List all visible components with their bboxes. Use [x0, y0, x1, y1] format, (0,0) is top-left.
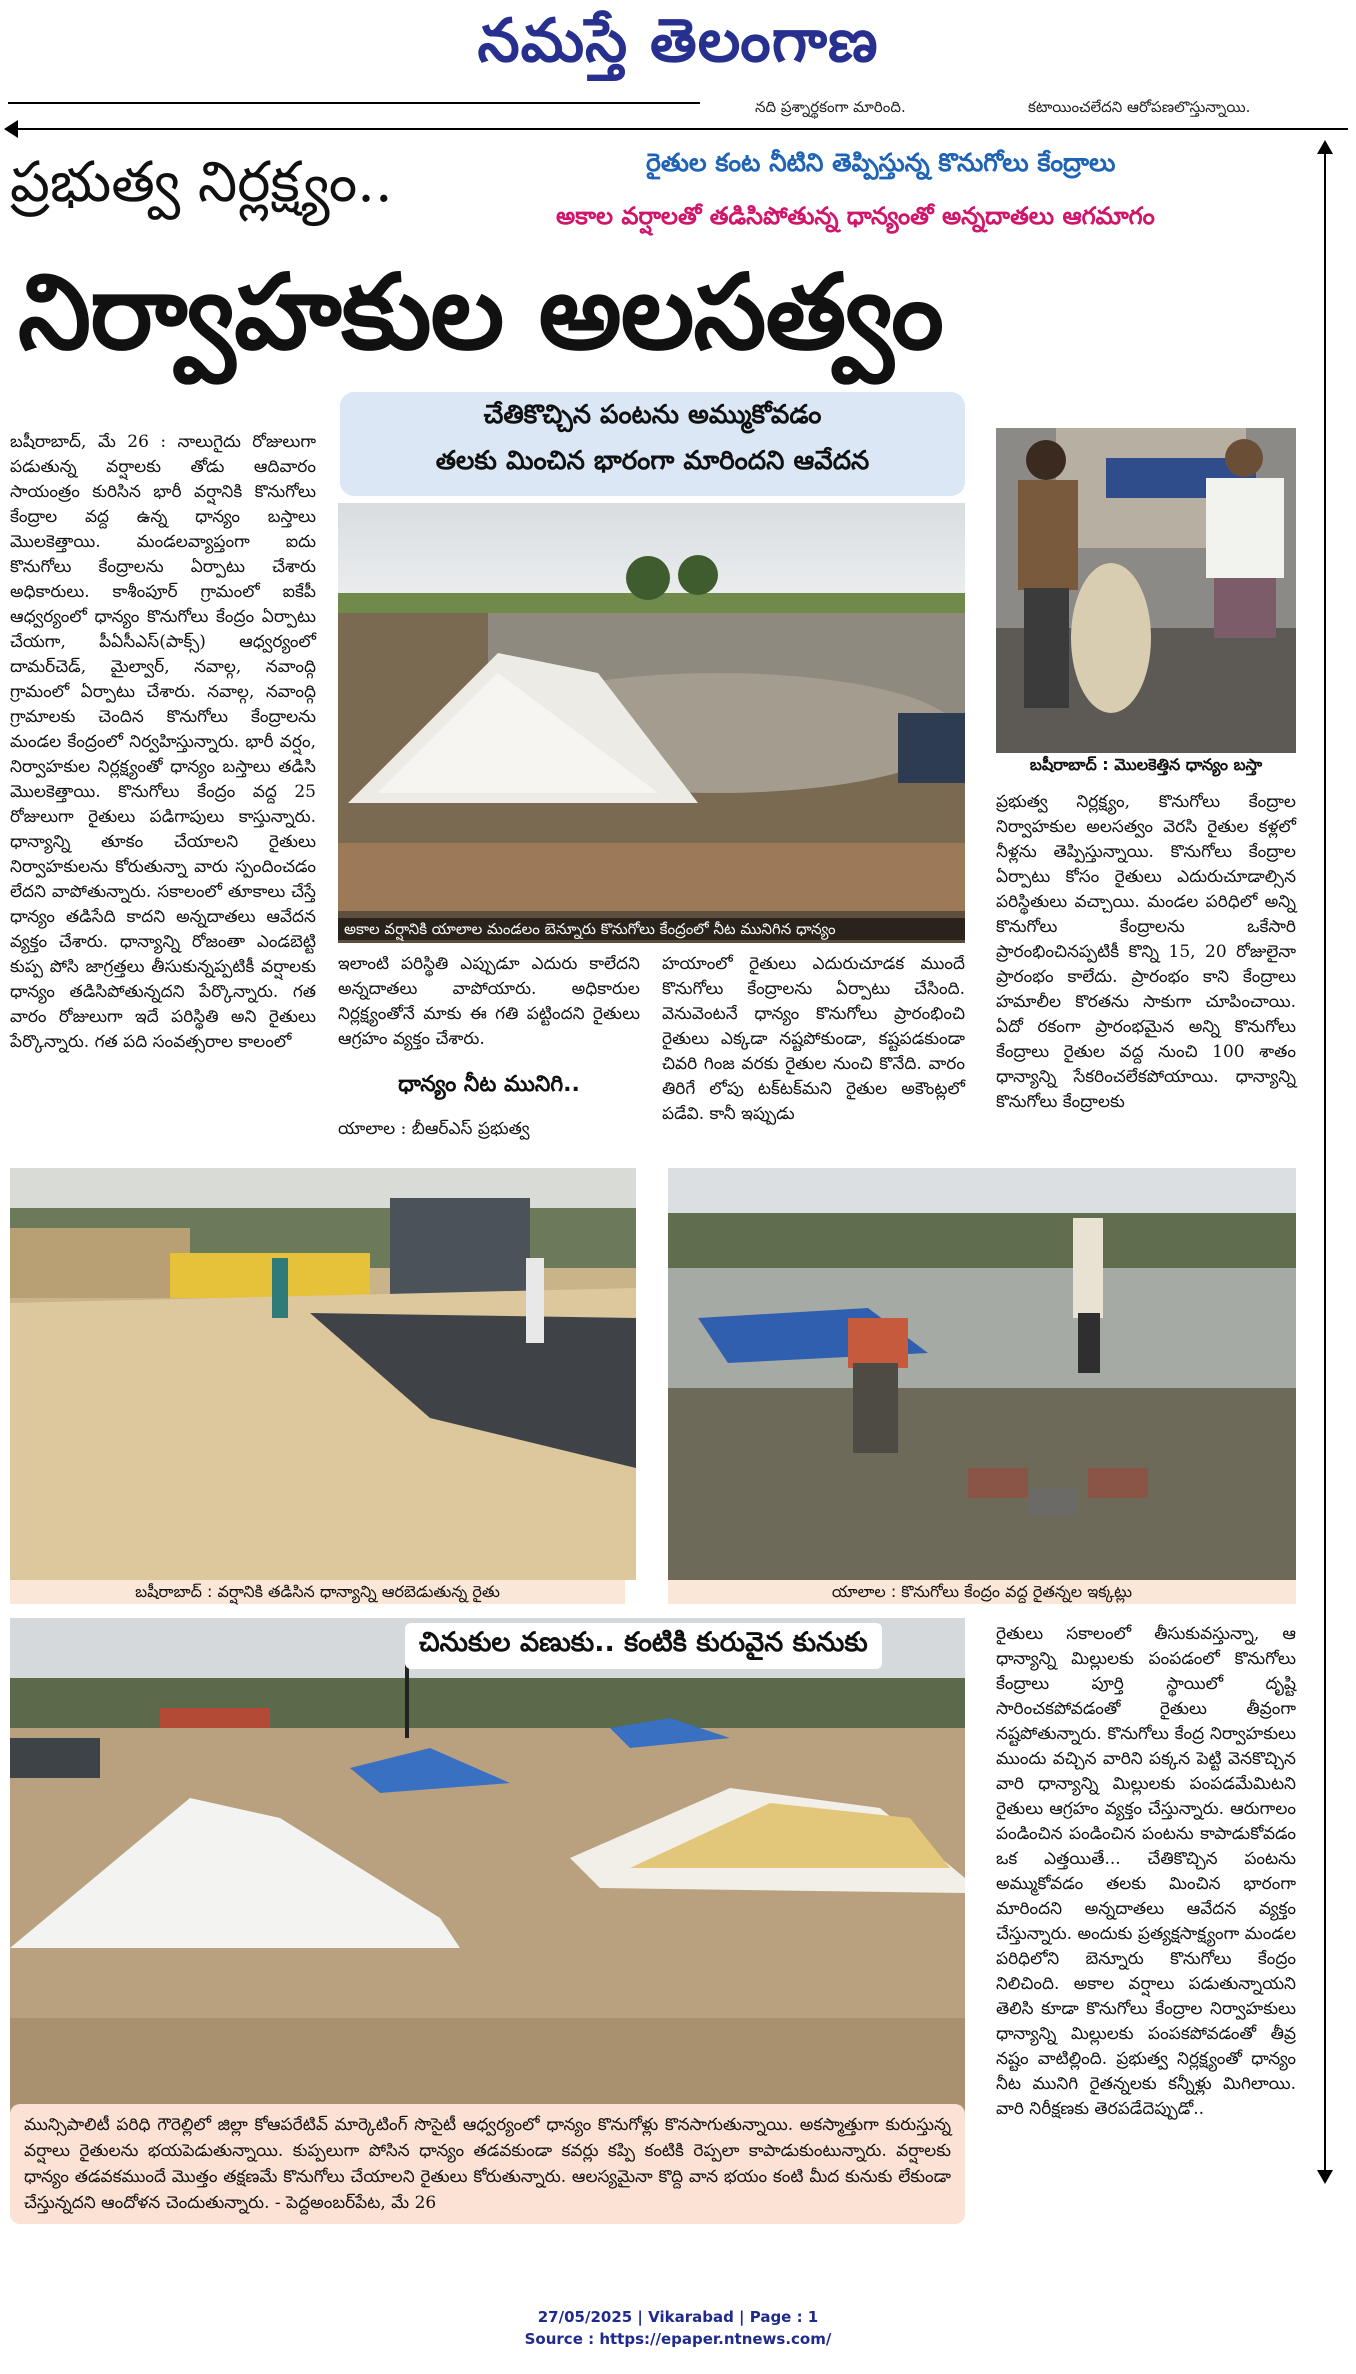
right-margin-arrow-down-icon: [1317, 2170, 1333, 2184]
photo-drying-grain-image: [10, 1168, 636, 1580]
photo-flooded-grain: [338, 503, 965, 943]
bottom-caption-box: [10, 2104, 965, 2224]
topline-left-text: నది ప్రశ్నార్థకంగా మారింది.: [755, 98, 906, 116]
footer-source-line: Source : https://epaper.ntnews.com/: [524, 2330, 832, 2348]
article-col-1: [10, 430, 316, 1142]
deck-box: [340, 392, 965, 496]
photo-flooded-grain-image: [338, 503, 965, 943]
photo-sprouted-bag: [996, 428, 1296, 753]
article-col-4: [996, 790, 1296, 1142]
col-3-text: హయాంలో రైతులు ఎదురుచూడక ముందే కొనుగోలు కేంద్రాలను ఏర్పాటు చేసింది. వెనువెంటనే ధాన్యం కొనుగోలు ప్రారంభించి రైతులు ఎక్కడా నష్టపోకుండా, కష్టపడకుండా చివరి గింజ వరకు రైతుల నుంచి కొనేది. వారం తిరిగే లోపు టక్‌టక్‌మని రైతుల అకౌంట్లలో పడేవి. కానీ ఇప్పుడు: [662, 954, 965, 1124]
topline-right-text: కటాయించలేదని ఆరోపణలొస్తున్నాయి.: [1028, 98, 1251, 116]
bottom-photo-headline: చినుకుల వణుకు.. కంటికి కురువైన కునుకు: [405, 1623, 882, 1669]
article-col-3: [662, 952, 965, 1144]
bottom-caption-text: మున్సిపాలిటీ పరిధి గౌరెల్లిలో జిల్లా కోఆపరేటివ్ మార్కెటింగ్ సొసైటీ ఆధ్వర్యంలో ధాన్యం కొనుగోళ్లు కొనసాగుతున్నాయి. అకస్మాత్తుగా కురుస్తున్న వర్షాలు రైతులను భయపెడుతున్నాయి. కుప్పలుగా పోసిన ధాన్యం తడవకుండా కవర్లు కప్పి కంటికి రెప్పలా కాపాడుకుంటున్నారు. వర్షాలకు ధాన్యం తడవకముందే మొత్తం తక్షణమే కొనుగోలు చేయాలని రైతులు కోరుతున్నారు. ఆలస్యమైనా కొద్ది వాన భయం కంటి మీద కునుకు లేకుండా చేస్తున్నదని ఆందోళన చెందుతున్నారు. - పెద్దఅంబర్‌పేట, మే 26: [24, 2115, 951, 2213]
kicker-headline: ప్రభుత్వ నిర్లక్ష్యం..: [10, 150, 393, 215]
photo-flooded-center-caption: యాలాల : కొనుగోలు కేంద్రం వద్ద రైతన్నల ఇక్కట్లు: [668, 1580, 1296, 1604]
top-rule-left: [8, 102, 700, 104]
col-5-text: రైతులు సకాలంలో తీసుకువస్తున్నా, ఆ ధాన్యాన్ని మిల్లులకు పంపడంలో కొనుగోలు కేంద్రాలు పూర్తి స్థాయిలో దృష్టి సారించకపోవడంతో రైతులు తీవ్రంగా నష్టపోతున్నారు. కొనుగోలు కేంద్ర నిర్వాహకులు ముందు వచ్చిన వారిని పక్కన పెట్టి వెనకొచ్చిన వారి ధాన్యాన్ని మిల్లులకు పంపడమేమిటని రైతులు ఆగ్రహం వ్యక్తం చేస్తున్నారు. ఆరుగాలం పండించిన పండించిన పంటను కాపాడుకోవడం ఒక ఎత్తయితే... చేతికొచ్చిన పంటను అమ్ముకోవడం తలకు మించిన భారంగా మారిందని అన్నదాతలు ఆవేదన వ్యక్తం చేస్తున్నారు. అందుకు ప్రత్యక్షసాక్ష్యంగా మండల పరిధిలోని బెన్నూరు కొనుగోలు కేంద్రం నిలిచింది. అకాల వర్షాలు పడుతున్నాయని తెలిసి కూడా కొనుగోలు కేంద్రాల నిర్వాహకులు ధాన్యాన్ని మిల్లులకు పంపకపోవడంతో తీవ్ర నష్టం వాటిల్లింది. ప్రభుత్వ నిర్లక్ష్యంతో ధాన్యం నీట మునిగి రైతన్నలకు కన్నీళ్లు మిగిలాయి. వారి నిరీక్షణకు తెరపడేదెప్పుడో..: [996, 1624, 1296, 2119]
col-4-text: ప్రభుత్వ నిర్లక్ష్యం, కొనుగోలు కేంద్రాల నిర్వాహకుల అలసత్వం వెరసి రైతుల కళ్లలో నీళ్లను తెప్పిస్తున్నాయి. కొనుగోలు కేంద్రాల ఏర్పాటు కోసం రైతులు ఎదురుచూడాల్సిన పరిస్థితులు వచ్చాయి. మండల పరిధిలో అన్ని కొనుగోలు కేంద్రాలను ఒకేసారి ప్రారంభించినప్పటికీ కొన్ని 15, 20 రోజులైనా ప్రారంభం కాలేదు. ప్రారంభం కాని కేంద్రాలు హమాలీల కొరతను సాకుగా చూపించాయి. ఏదో రకంగా ప్రారంభమైన అన్ని కొనుగోలు కేంద్రాలు రైతుల వద్ద నుంచి 100 శాతం ధాన్యాన్ని సేకరించలేకపోయాయి. ధాన్యాన్ని కొనుగోలు కేంద్రాలకు: [996, 792, 1296, 1112]
deck-line-1: చేతికొచ్చిన పంటను అమ్ముకోవడం: [483, 400, 822, 430]
photo-drying-grain: [10, 1168, 636, 1580]
masthead-logo: నమస్తే తెలంగాణ: [477, 6, 879, 76]
col-2-tail-text: యాలాల : బీఆర్‌ఎస్ ప్రభుత్వ: [338, 1119, 530, 1139]
main-headline: నిర్వాహకుల అలసత్వం: [18, 250, 943, 373]
top-rule-arrow-icon: [4, 120, 18, 138]
article-col-5: [996, 1622, 1296, 2202]
deck-line-2: తలకు మించిన భారంగా మారిందని ఆవేదన: [435, 446, 870, 476]
photo-flooded-grain-caption: అకాల వర్షానికి యాలాల మండలం బెన్నూరు కొనుగోలు కేంద్రంలో నీట మునిగిన ధాన్యం: [338, 918, 965, 940]
photo-flooded-center: [668, 1168, 1296, 1580]
article-col-2-tail: [338, 1117, 640, 1145]
article-col-2: [338, 952, 640, 1049]
photo-sprouted-bag-image: [996, 428, 1296, 753]
photo-sprouted-bag-caption: బషీరాబాద్ : మొలకెత్తిన ధాన్యం బస్తా: [1029, 755, 1263, 774]
footer-date-line: 27/05/2025 | Vikarabad | Page : 1: [537, 2308, 819, 2326]
col-1-text: బషీరాబాద్, మే 26 : నాలుగైదు రోజులుగా పడుతున్న వర్షాలకు తోడు ఆదివారం సాయంత్రం కురిసిన భారీ వర్షానికి కొనుగోలు కేంద్రాల వద్ద ఉన్న ధాన్యం బస్తాలు మొలకెత్తాయి. మండలవ్యాప్తంగా ఐదు కొనుగోలు కేంద్రాలను ఏర్పాటు చేశారు అధికారులు. కాశీంపూర్ గ్రామంలో ఐకేపీ ఆధ్వర్యంలో ధాన్యం కొనుగోలు కేంద్రం ఏర్పాటు చేయగా, పీఏసీఎస్(పాక్స్) ఆధ్వర్యంలో దామర్‌చెడ్, మైల్వార్, నవాల్గ, నవాంద్గి గ్రామంలో ఏర్పాటు చేశారు. నవాల్గ, నవాంద్గి గ్రామాలకు చెందిన కొనుగోలు కేంద్రాలను మండల కేంద్రంలో నిర్వహిస్తున్నారు. భారీ వర్షం, నిర్వాహకుల నిర్లక్ష్యంతో ధాన్యం బస్తాలు తడిసి మొలకెత్తాయి. కొనుగోలు కేంద్రం వద్ద 25 రోజులుగా రైతులు పడిగాపులు కాస్తున్నారు. ధాన్యాన్ని తూకం చేయాలని రైతులు నిర్వాహకులను కోరుతున్నా వారు స్పందించడం లేదని వాపోతున్నారు. సకాలంలో తూకాలు చేస్తే ధాన్యం తడిసేది కాదని అన్నదాతలు ఆవేదన వ్యక్తం చేశారు. ధాన్యాన్ని రోజంతా ఎండబెట్టి కుప్ప పోసి జాగ్రత్తలు తీసుకున్నప్పటికీ వర్షాలకు ధాన్యం తడిసిపోతున్నదని పేర్కొన్నారు. గత వారం రోజులుగా ఇదే పరిస్థితి అని రైతులు పేర్కొన్నారు. గత పది సంవత్సరాల కాలంలో: [10, 432, 316, 1052]
photo-flooded-center-image: [668, 1168, 1296, 1580]
subhead-blue: రైతుల కంట నీటిని తెప్పిస్తున్న కొనుగోలు కేంద్రాలు: [646, 148, 1116, 177]
col-2-text: ఇలాంటి పరిస్థితి ఎప్పుడూ ఎదురు కాలేదని అన్నదాతలు వాపోయారు. అధికారుల నిర్లక్ష్యంతోనే మాకు ఈ గతి పట్టిందని రైతులు ఆగ్రహం వ్యక్తం చేశారు.: [338, 954, 640, 1049]
photo-covered-heaps-image: [10, 1618, 965, 2118]
right-margin-arrow-up-icon: [1317, 140, 1333, 154]
subhead-red: అకాల వర్షాలతో తడిసిపోతున్న ధాన్యంతో అన్నదాతలు ఆగమాగం: [556, 202, 1155, 230]
section-subhead: ధాన్యం నీట మునిగి..: [398, 1072, 580, 1097]
photo-covered-heaps: [10, 1618, 965, 2118]
right-margin-rule: [1324, 150, 1326, 2175]
top-rule-full: [8, 128, 1348, 130]
photo-drying-grain-caption: బషీరాబాద్ : వర్షానికి తడిసిన ధాన్యాన్ని ఆరబెడుతున్న రైతు: [10, 1580, 625, 1604]
